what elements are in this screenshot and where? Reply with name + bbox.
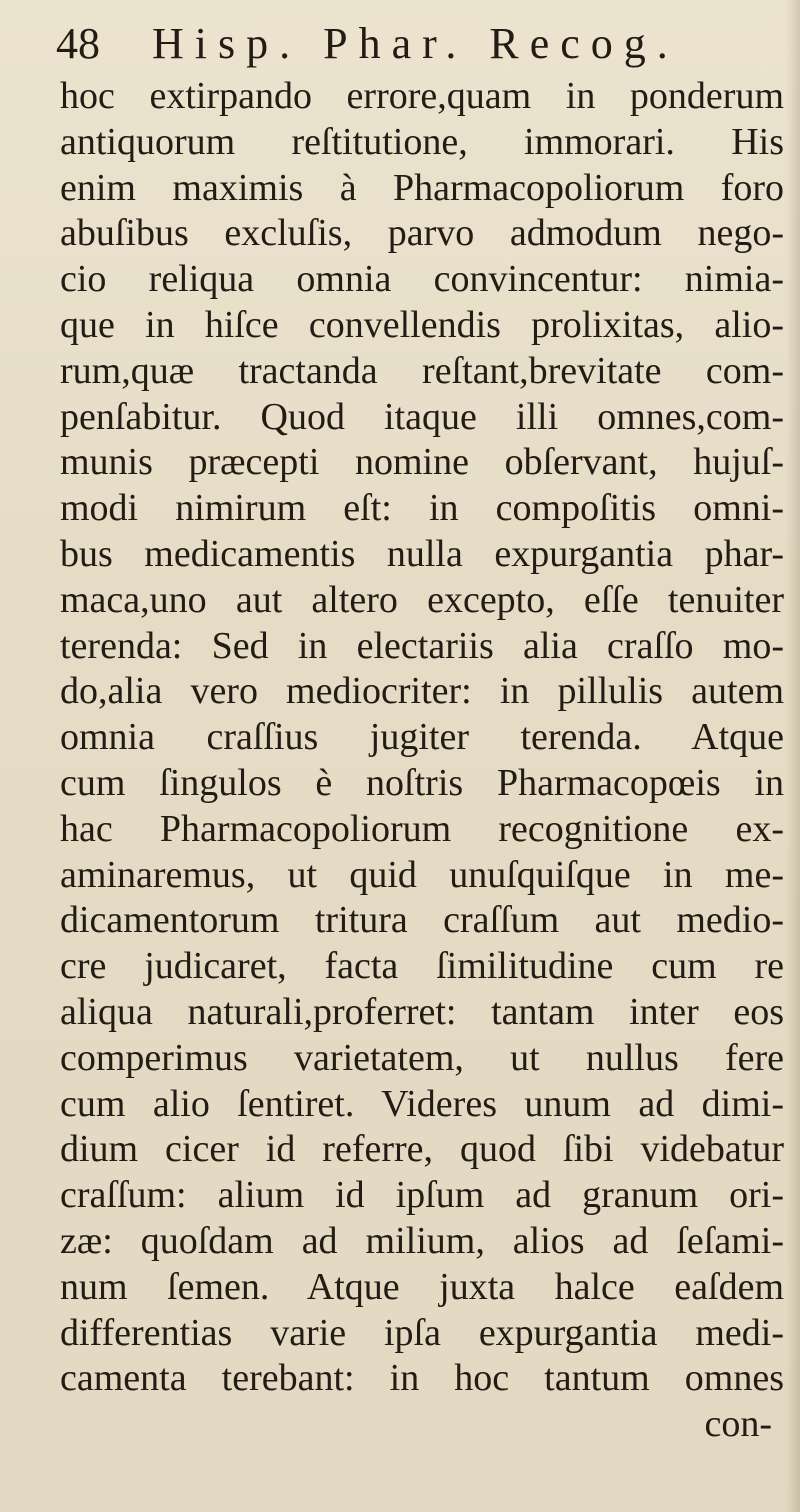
text-line: con- [704,1403,772,1446]
page-number: 48 [56,19,100,68]
text-line: bus medicamentis nulla expurgantia phar- [60,532,784,575]
text-line: rum,quæ tractanda reſtant,brevitate com- [60,349,784,392]
text-line: penſabitur. Quod itaque illi omnes,com- [60,395,784,438]
text-line: maca,uno aut altero excepto, eſſe tenuiter [60,578,784,621]
text-line: cum alio ſentiret. Videres unum ad dimi- [60,1082,784,1125]
page-header [56,14,756,74]
text-line: cum ſingulos è noſtris Pharmacopœis in [60,761,784,804]
text-line: zæ: quoſdam ad milium, alios ad ſeſami- [60,1219,784,1262]
text-line: dium cicer id referre, quod ſibi videbatur [60,1128,784,1171]
text-line: camenta terebant: in hoc tantum omnes [60,1357,784,1400]
text-line: do,alia vero mediocriter: in pillulis autem [60,670,784,713]
body-text [60,74,784,1448]
text-line: cre judicaret, facta ſimilitudine cum re [60,945,784,988]
text-line: munis præcepti nomine obſervant, hujuſ- [60,441,784,484]
text-line: modi nimirum eſt: in compoſitis omni- [60,487,784,530]
text-line: antiquorum reſtitutione, immorari. His [60,120,784,163]
text-line: omnia craſſius jugiter terenda. Atque [60,716,784,759]
running-title: Hisp. Phar. Recog. [152,19,679,68]
text-line: hac Pharmacopoliorum recognitione ex- [60,807,784,850]
text-line: craſſum: alium id ipſum ad granum ori- [60,1174,784,1217]
page-edge-shadow [786,0,800,1512]
text-line: terenda: Sed in electariis alia craſſo mo- [60,624,784,667]
text-line: enim maximis à Pharmacopoliorum foro [60,166,784,209]
text-line: hoc extirpando errore,quam in ponderum [60,75,784,117]
text-line: num ſemen. Atque juxta halce eaſdem [60,1265,784,1308]
text-line: cio reliqua omnia convincentur: nimia- [60,258,784,301]
text-line: abuſibus excluſis, parvo admodum nego- [60,212,784,255]
text-line: differentias varie ipſa expurgantia medi- [60,1311,784,1354]
text-line: que in hiſce convellendis prolixitas, alio- [60,303,784,346]
text-line: aminaremus, ut quid unuſquiſque in me- [60,853,784,896]
text-line: comperimus varietatem, ut nullus fere [60,1036,784,1079]
text-line: aliqua naturali,proferret: tantam inter eos [60,990,784,1033]
text-line: dicamentorum tritura craſſum aut medio- [60,899,784,942]
